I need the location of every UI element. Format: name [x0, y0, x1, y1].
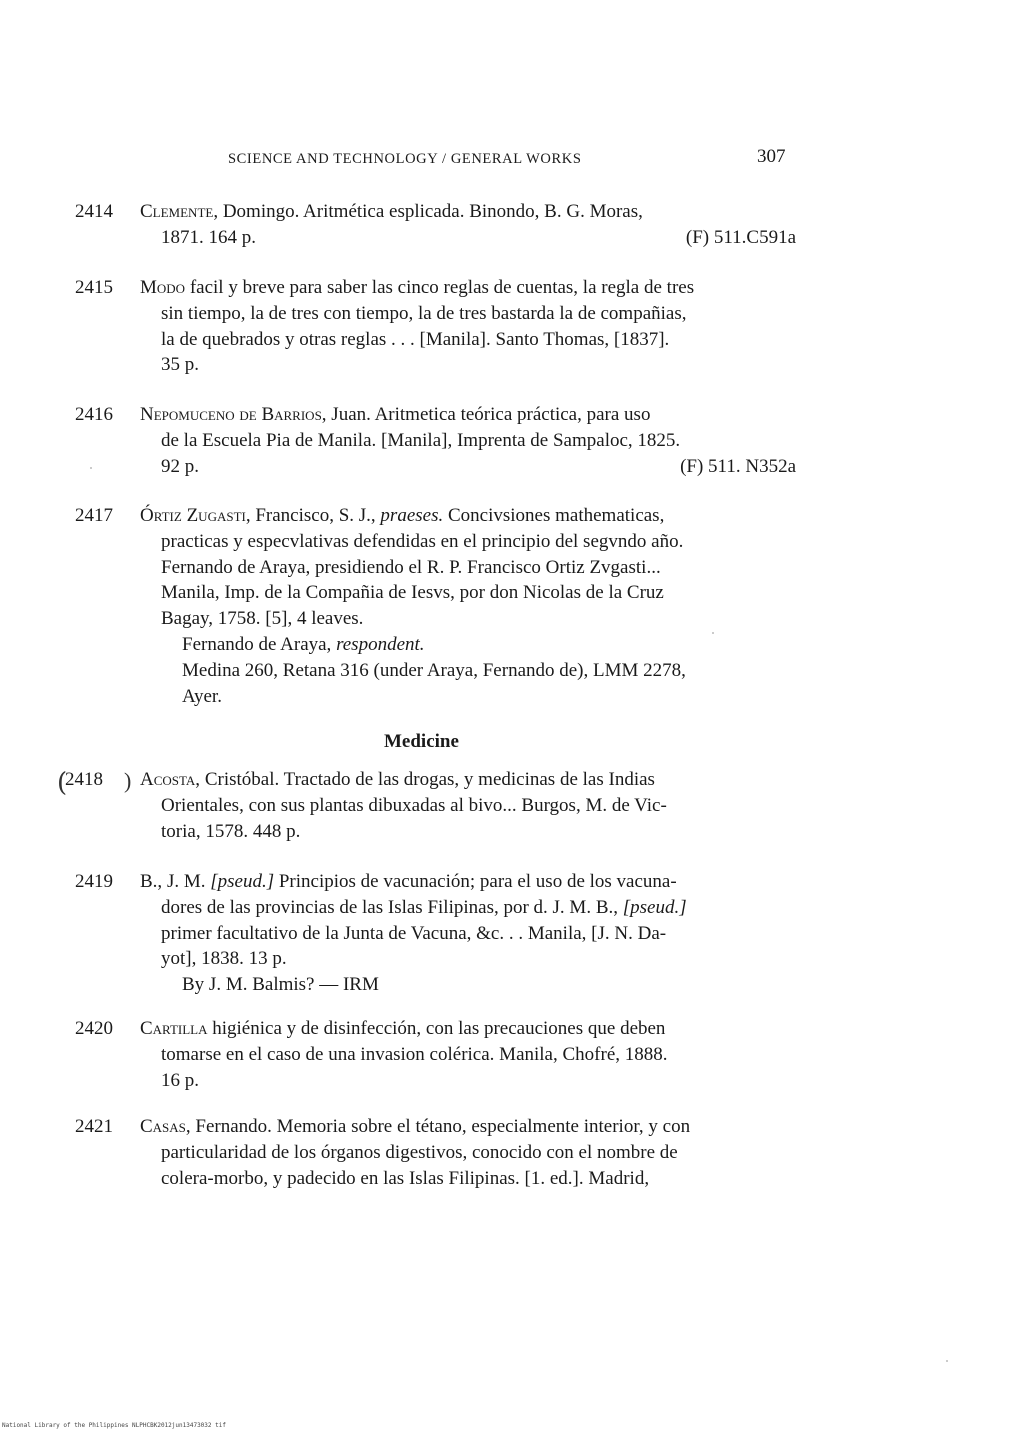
entry-number: 2421 — [75, 1116, 113, 1137]
page-number: 307 — [757, 146, 786, 167]
entry-body: Órtiz Zugasti, Francisco, S. J., praeses. Concivsiones mathematicas, practicas y especvlativas defendidas en el principio del segvndo año. Fernando de Araya, presidiendo el R. P. Francisco Ortiz Zvgasti... Manila, Imp. de la Compañia de Iesvs, por don Nicolas de la Cruz Bagay, 1758. [5], 4 leaves. Fernando de Araya, respondent. Medina 260, Retana 316 (under Araya, Fernando de), LMM 2278, Ayer. — [140, 503, 796, 709]
entry-number: 2419 — [75, 871, 113, 892]
entry-head: Clemente, — [140, 201, 219, 222]
entry-note: Fernando de Araya, respondent. — [182, 633, 425, 655]
entry-head: Acosta, — [140, 769, 201, 790]
scan-speck — [90, 467, 92, 469]
entry-body: Cartilla higiénica y de disinfección, con las precauciones que deben tomarse en el caso de una invasion colérica. Manila, Chofré, 1888. 16 p. — [140, 1018, 668, 1091]
scan-footer: National Library of the Philippines NLPHCBK2012jun13473032 tif — [2, 1422, 226, 1429]
entry-body: Acosta, Cristóbal. Tractado de las drogas, y medicinas de las Indias Orientales, con sus plantas dibuxadas al bivo... Burgos, M. de Vic- toria, 1578. 448 p. — [140, 769, 667, 842]
running-head: SCIENCE AND TECHNOLOGY / GENERAL WORKS — [228, 151, 582, 167]
entry-body: Modo facil y breve para saber las cinco reglas de cuentas, la regla de tres sin tiempo, la de tres con tiempo, la de tres bastarda la de compañias, la de quebrados y otras reglas . . . [Manila]. Santo Thomas, [1837]. 35 p. — [140, 277, 695, 376]
entry-number: 2420 — [75, 1018, 113, 1039]
entry-note: By J. M. Balmis? — IRM — [182, 974, 379, 996]
entry-body: Nepomuceno de Barrios, Juan. Aritmetica teórica práctica, para uso de la Escuela Pia de Manila. [Manila], Imprenta de Sampaloc, 1825. 92 p. (F) 511. N352a — [140, 402, 796, 479]
entry-head: Cartilla — [140, 1018, 208, 1039]
entry-body: Clemente, Domingo. Aritmética esplicada. Binondo, B. G. Moras, 1871. 164 p. (F) 511.C591a — [140, 199, 796, 251]
call-number: (F) 511. N352a — [680, 455, 796, 477]
call-number: (F) 511.C591a — [685, 226, 796, 248]
scan-speck — [946, 1360, 948, 1362]
entry-number: 2416 — [75, 404, 113, 425]
section-heading: Medicine — [384, 731, 459, 752]
handwritten-bracket-mark: ( — [57, 768, 68, 798]
handwritten-bracket-mark: ) — [124, 768, 132, 793]
entry-body: Casas, Fernando. Memoria sobre el tétano, especialmente interior, y con particularidad de los órganos digestivos, conocido con el nombre de colera-morbo, y padecido en las Islas Filipinas. [1. ed.]. Madrid, — [140, 1116, 691, 1189]
entry-head: Casas, — [140, 1116, 191, 1137]
entry-number: 2417 — [75, 505, 113, 526]
entry-number: 2414 — [75, 201, 113, 222]
entry-head: Nepomuceno de Barrios, — [140, 404, 327, 425]
entry-body: B., J. M. [pseud.] Principios de vacunación; para el uso de los vacuna- dores de las provincias de las Islas Filipinas, por d. J. M. B., [pseud.] primer facultativo de la Junta de Vacuna, &c. . . Manila, [J. N. Da- yot], 1838. 13 p. By J. M. Balmis? — IRM — [140, 869, 796, 998]
entry-number: 2418 — [65, 769, 103, 790]
entry-head: B., — [140, 871, 163, 892]
entry-number: 2415 — [75, 277, 113, 298]
entry-head: Órtiz Zugasti, — [140, 505, 251, 526]
entry-head: Modo — [140, 277, 186, 298]
entry-note: Medina 260, Retana 316 (under Araya, Fernando de), LMM 2278, — [182, 659, 686, 681]
scan-speck — [712, 632, 714, 634]
